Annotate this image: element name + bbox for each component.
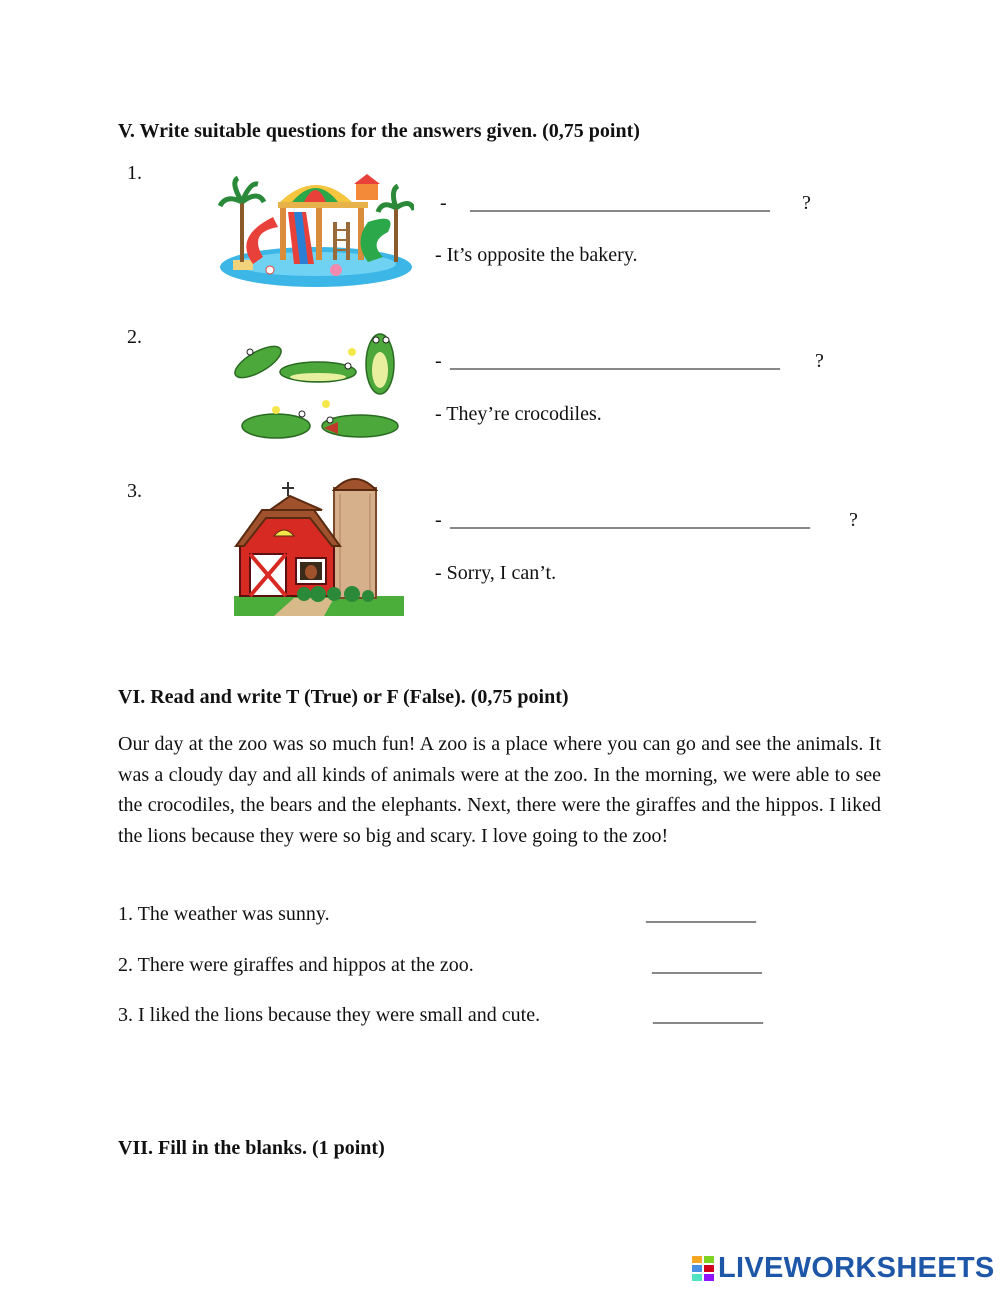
question-3-number: 3. bbox=[127, 480, 142, 502]
question-2-qmark: ? bbox=[815, 350, 824, 372]
water-park-image bbox=[218, 172, 414, 290]
question-2-dash: - bbox=[435, 350, 442, 372]
question-2-number: 2. bbox=[127, 326, 142, 348]
section-7-heading: VII. Fill in the blanks. (1 point) bbox=[118, 1137, 385, 1159]
statement-1-answer-blank[interactable]: ___________ bbox=[646, 903, 756, 925]
section-5-heading: V. Write suitable questions for the answers given. (0,75 point) bbox=[118, 120, 640, 142]
question-3-qmark: ? bbox=[849, 509, 858, 531]
answer-1: - It’s opposite the bakery. bbox=[435, 244, 638, 266]
crocodiles-image bbox=[228, 322, 408, 452]
statement-2-answer-blank[interactable]: ___________ bbox=[652, 954, 762, 976]
barn-image bbox=[234, 474, 404, 616]
statement-2: 2. There were giraffes and hippos at the zoo. bbox=[118, 954, 474, 976]
section-6-heading: VI. Read and write T (True) or F (False). (0,75 point) bbox=[118, 686, 569, 708]
statement-1: 1. The weather was sunny. bbox=[118, 903, 330, 925]
question-3-blank[interactable]: ____________________________________ bbox=[450, 509, 810, 531]
question-1-qmark: ? bbox=[802, 192, 811, 214]
question-1-blank[interactable]: ______________________________ bbox=[470, 192, 770, 214]
question-3-dash: - bbox=[435, 509, 442, 531]
question-2-blank[interactable]: _________________________________ bbox=[450, 350, 780, 372]
answer-2: - They’re crocodiles. bbox=[435, 403, 602, 425]
liveworksheets-logo-icon bbox=[692, 1256, 716, 1282]
reading-passage: Our day at the zoo was so much fun! A zoo is a place where you can go and see the animals. It was a cloudy day and all kinds of animals were at the zoo. In the morning, we were able to see the crocodiles, the bears and the elephants. Next, there were the giraffes and the hippos. I liked the lions because they were so big and scary. I love going to the zoo! bbox=[118, 733, 881, 847]
statement-3-answer-blank[interactable]: ___________ bbox=[653, 1004, 763, 1026]
question-1-dash: - bbox=[440, 192, 447, 214]
liveworksheets-logo: LIVEWORKSHEETS bbox=[718, 1252, 995, 1284]
answer-3: - Sorry, I can’t. bbox=[435, 562, 557, 584]
question-1-number: 1. bbox=[127, 162, 142, 184]
statement-3: 3. I liked the lions because they were small and cute. bbox=[118, 1004, 541, 1026]
